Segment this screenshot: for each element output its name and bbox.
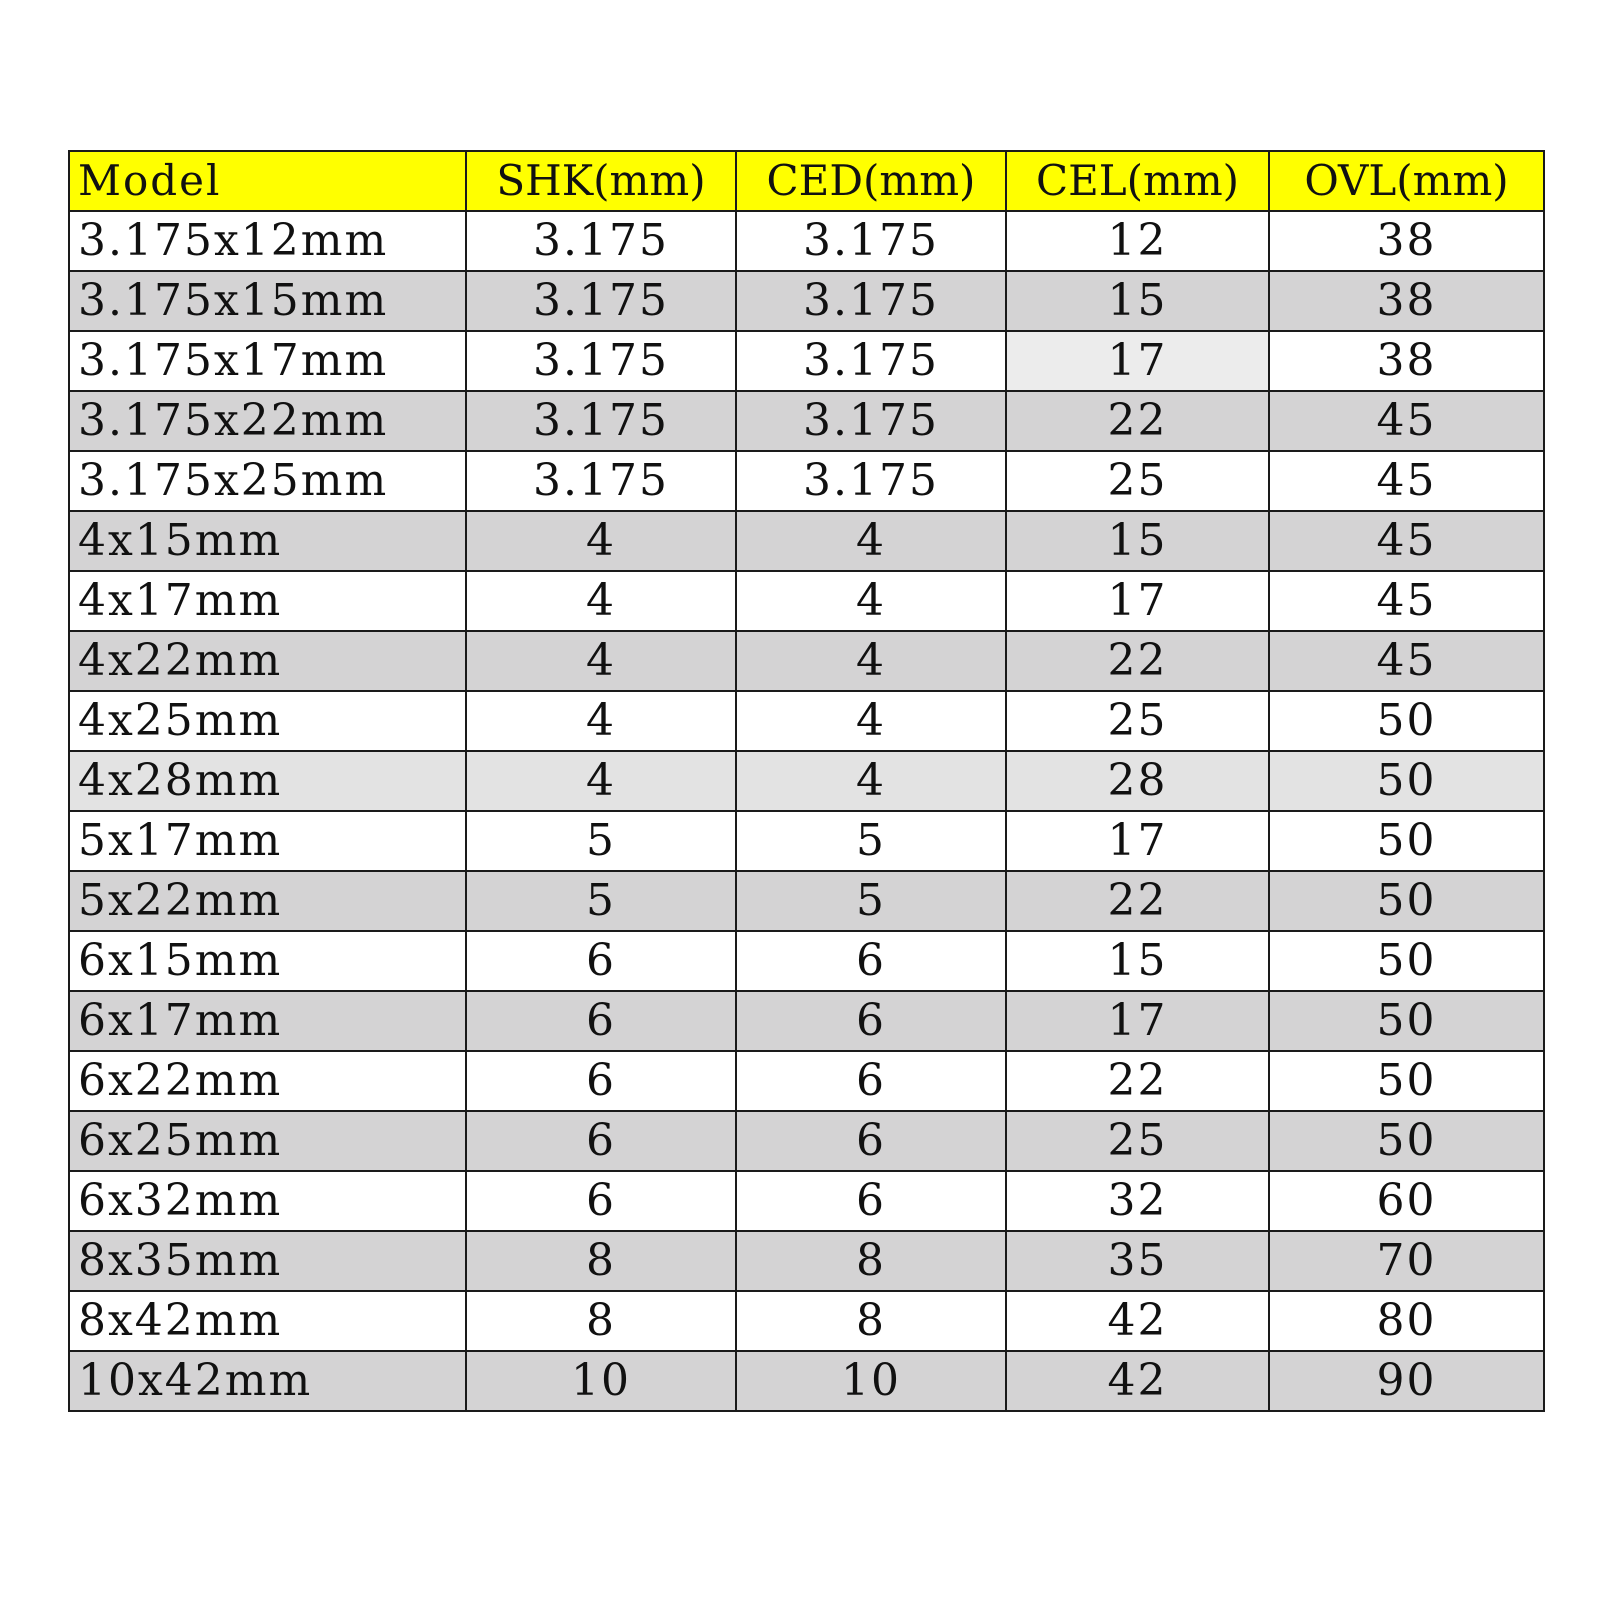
model-cell: 5x22mm (69, 871, 466, 931)
header-row (69, 151, 1544, 211)
ced-cell: 6 (736, 931, 1006, 991)
table-row (69, 991, 1544, 1051)
cel-cell: 25 (1006, 691, 1269, 751)
table-row (69, 391, 1544, 451)
table-row (69, 631, 1544, 691)
ovl-cell: 38 (1269, 211, 1544, 271)
shk-cell: 5 (466, 811, 736, 871)
model-cell: 4x28mm (69, 751, 466, 811)
ced-cell: 4 (736, 631, 1006, 691)
table-row (69, 271, 1544, 331)
cel-cell: 42 (1006, 1351, 1269, 1411)
spec-table (68, 150, 1545, 1412)
model-cell: 5x17mm (69, 811, 466, 871)
model-cell: 8x35mm (69, 1231, 466, 1291)
header-ced: CED(mm) (736, 151, 1006, 211)
ovl-cell: 45 (1269, 451, 1544, 511)
ced-cell: 8 (736, 1231, 1006, 1291)
model-cell: 4x15mm (69, 511, 466, 571)
table-row (69, 571, 1544, 631)
cel-cell: 35 (1006, 1231, 1269, 1291)
shk-cell: 6 (466, 1051, 736, 1111)
cel-cell: 42 (1006, 1291, 1269, 1351)
ovl-cell: 50 (1269, 811, 1544, 871)
model-cell: 4x25mm (69, 691, 466, 751)
ced-cell: 4 (736, 571, 1006, 631)
table-row (69, 331, 1544, 391)
cel-cell: 17 (1006, 571, 1269, 631)
ovl-cell: 45 (1269, 571, 1544, 631)
cel-cell: 15 (1006, 271, 1269, 331)
ovl-cell: 38 (1269, 331, 1544, 391)
cel-cell: 15 (1006, 511, 1269, 571)
table-row (69, 1171, 1544, 1231)
model-cell: 3.175x22mm (69, 391, 466, 451)
shk-cell: 6 (466, 931, 736, 991)
ced-cell: 10 (736, 1351, 1006, 1411)
shk-cell: 3.175 (466, 271, 736, 331)
ced-cell: 6 (736, 1111, 1006, 1171)
ovl-cell: 45 (1269, 511, 1544, 571)
ovl-cell: 50 (1269, 1051, 1544, 1111)
shk-cell: 3.175 (466, 331, 736, 391)
ced-cell: 8 (736, 1291, 1006, 1351)
model-cell: 6x22mm (69, 1051, 466, 1111)
table-row (69, 1231, 1544, 1291)
header-shk: SHK(mm) (466, 151, 736, 211)
ced-cell: 3.175 (736, 451, 1006, 511)
model-cell: 3.175x25mm (69, 451, 466, 511)
model-cell: 10x42mm (69, 1351, 466, 1411)
cel-cell: 32 (1006, 1171, 1269, 1231)
ovl-cell: 90 (1269, 1351, 1544, 1411)
header-cel: CEL(mm) (1006, 151, 1269, 211)
shk-cell: 6 (466, 1111, 736, 1171)
table-row (69, 1111, 1544, 1171)
ovl-cell: 50 (1269, 1111, 1544, 1171)
model-cell: 3.175x12mm (69, 211, 466, 271)
shk-cell: 6 (466, 991, 736, 1051)
ced-cell: 6 (736, 991, 1006, 1051)
cel-cell: 22 (1006, 391, 1269, 451)
ovl-cell: 80 (1269, 1291, 1544, 1351)
cel-cell: 25 (1006, 451, 1269, 511)
table-row (69, 451, 1544, 511)
table-row (69, 931, 1544, 991)
header-ovl: OVL(mm) (1269, 151, 1544, 211)
table-row (69, 1351, 1544, 1411)
shk-cell: 3.175 (466, 211, 736, 271)
model-cell: 3.175x15mm (69, 271, 466, 331)
model-cell: 4x17mm (69, 571, 466, 631)
cel-cell: 17 (1006, 331, 1269, 391)
header-model: Model (69, 151, 466, 211)
ovl-cell: 50 (1269, 931, 1544, 991)
ced-cell: 3.175 (736, 271, 1006, 331)
model-cell: 3.175x17mm (69, 331, 466, 391)
model-cell: 6x17mm (69, 991, 466, 1051)
cel-cell: 22 (1006, 871, 1269, 931)
ovl-cell: 70 (1269, 1231, 1544, 1291)
cel-cell: 22 (1006, 631, 1269, 691)
ced-cell: 6 (736, 1171, 1006, 1231)
shk-cell: 10 (466, 1351, 736, 1411)
ovl-cell: 50 (1269, 751, 1544, 811)
ced-cell: 5 (736, 871, 1006, 931)
shk-cell: 6 (466, 1171, 736, 1231)
table-body (69, 211, 1544, 1411)
table-row (69, 1291, 1544, 1351)
model-cell: 6x15mm (69, 931, 466, 991)
model-cell: 8x42mm (69, 1291, 466, 1351)
cel-cell: 28 (1006, 751, 1269, 811)
ovl-cell: 50 (1269, 691, 1544, 751)
shk-cell: 8 (466, 1291, 736, 1351)
ced-cell: 3.175 (736, 391, 1006, 451)
ovl-cell: 45 (1269, 391, 1544, 451)
ovl-cell: 60 (1269, 1171, 1544, 1231)
cel-cell: 12 (1006, 211, 1269, 271)
ovl-cell: 50 (1269, 991, 1544, 1051)
ced-cell: 3.175 (736, 211, 1006, 271)
table-row (69, 511, 1544, 571)
cel-cell: 22 (1006, 1051, 1269, 1111)
ced-cell: 4 (736, 511, 1006, 571)
ovl-cell: 45 (1269, 631, 1544, 691)
cel-cell: 17 (1006, 811, 1269, 871)
ovl-cell: 38 (1269, 271, 1544, 331)
model-cell: 4x22mm (69, 631, 466, 691)
ovl-cell: 50 (1269, 871, 1544, 931)
table-row (69, 691, 1544, 751)
table-row (69, 811, 1544, 871)
table-row (69, 211, 1544, 271)
table-header (69, 151, 1544, 211)
ced-cell: 4 (736, 691, 1006, 751)
shk-cell: 5 (466, 871, 736, 931)
shk-cell: 4 (466, 631, 736, 691)
ced-cell: 6 (736, 1051, 1006, 1111)
model-cell: 6x32mm (69, 1171, 466, 1231)
shk-cell: 4 (466, 751, 736, 811)
shk-cell: 4 (466, 691, 736, 751)
ced-cell: 3.175 (736, 331, 1006, 391)
shk-cell: 3.175 (466, 451, 736, 511)
cel-cell: 15 (1006, 931, 1269, 991)
cel-cell: 25 (1006, 1111, 1269, 1171)
table-row (69, 871, 1544, 931)
model-cell: 6x25mm (69, 1111, 466, 1171)
ced-cell: 5 (736, 811, 1006, 871)
ced-cell: 4 (736, 751, 1006, 811)
table-row (69, 1051, 1544, 1111)
shk-cell: 4 (466, 511, 736, 571)
shk-cell: 8 (466, 1231, 736, 1291)
table-row (69, 751, 1544, 811)
shk-cell: 4 (466, 571, 736, 631)
shk-cell: 3.175 (466, 391, 736, 451)
cel-cell: 17 (1006, 991, 1269, 1051)
